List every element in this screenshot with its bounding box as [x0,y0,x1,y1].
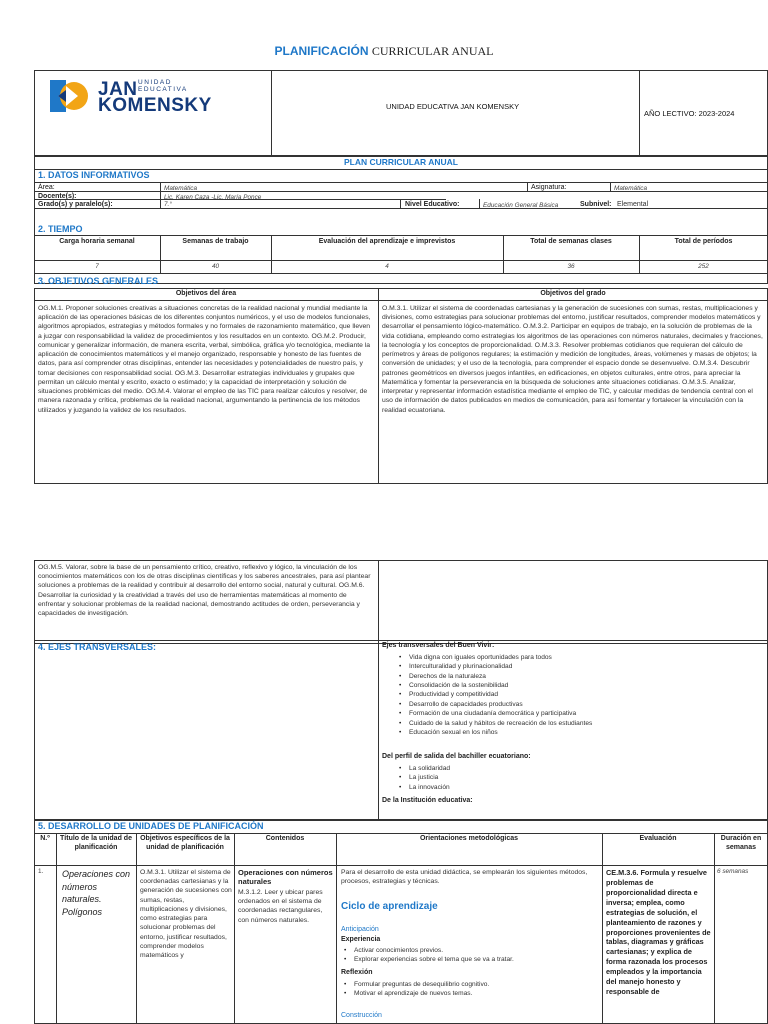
desarrollo-header-orientaciones: Orientaciones metodológicas [419,835,519,842]
desarrollo-header-evaluacion: Evaluación [639,835,677,842]
list-item: • Derechos de la naturaleza [396,672,756,681]
row-duracion: 6 semanas [717,868,749,875]
area-label: Área: [38,184,55,191]
nivel-label: Nivel Educativo: [405,201,460,208]
grado-value: 7.° [164,201,172,208]
met-experiencia: Experiencia [341,936,381,943]
desarrollo-header-titulo: Título de la unidad de planificación [60,835,132,851]
row-titulo: Operaciones con números naturales. Polígonos [62,869,131,917]
desarrollo-header-objetivos: Objetivos específicos de la unidad de planificación [140,835,230,851]
objetivos-grado-text: O.M.3.1. Utilizar el sistema de coordenadas cartesianas y la generación de sucesiones con sumas, restas, multiplicaciones y divisiones, como estrategias para solucionar problemas del entorno, justificar resultados, comprender modelos matemáticos y desarrollar el pensamiento lógico-matemático. O.M.3.2. Participar en equipos de trabajo, en la solución de problemas de la vida cotidiana, empleando como estrategias los algoritmos de las operaciones con números naturales, decimales y fracciones, la tecnología y los conceptos de proporcionalidad. O.M.3.3. Resolver problemas cotidianos que requieran del cálculo de perímetros y áreas de polígonos regulares; la estimación y medición de longitudes, áreas, volúmenes y masas de objetos; la conversión de unidades; y el uso de la tecnología, para comprender el espacio donde se desenvuelve. O.M.3.4. Descubrir patrones geométricos en diversos juegos infantiles, en edificaciones, en objetos culturales, entre otros, para apreciar la Matemática y fomentar la perseverancia en la búsqueda de soluciones ante situaciones cotidianas. O.M.3.5. Analizar, interpretar y representar información estadística mediante el empleo de TIC, y calcular medidas de tendencia central con el uso de información de datos publicados en medios de comunicación, para así fomentar y fortalecer la vinculación con la realidad ecuatoriana. [382,305,763,414]
objetivos-grado-header: Objetivos del grado [540,290,606,297]
area-value: Matemática [164,185,198,192]
desarrollo-header-num: N.º [40,835,50,842]
logo-text-jan: JAN [98,79,138,100]
tiempo-value-carga: 7 [95,263,99,270]
institucion-label: De la Institución educativa: [382,797,473,804]
tiempo-header-total-periodos: Total de períodos [674,238,733,245]
subnivel-label: Subnivel: [580,201,612,208]
perfil-list [396,764,756,792]
buen-vivir-label: Ejes transversales del Buen Vivir: [382,642,495,649]
asignatura-value: Matemática [614,185,648,192]
logo-sub-unidad: UNIDAD [138,79,172,86]
page-title [0,44,768,59]
list-item: • Cuidado de la salud y hábitos de recreación de los estudiantes [396,719,756,728]
title-blue: PLANIFICACIÓN [274,44,369,58]
objetivos-area-header: Objetivos del área [175,290,237,297]
list-item: • Consolidación de la sostenibilidad [396,681,756,690]
perfil-label: Del perfil de salida del bachiller ecuatoriano: [382,753,531,760]
met-ref-list [341,980,597,999]
asignatura-label: Asignatura: [531,184,567,191]
objetivos-area-text-cont: OG.M.5. Valorar, sobre la base de un pensamiento crítico, creativo, reflexivo y lógico, la vinculación de los conocimientos matemáticos con los de otras disciplinas científicas y los saberes ancestrales, para así plantear soluciones a problemas de la realidad y contribuir al desarrollo del entorno social, natural y cultural. OG.M.6. Desarrollar la curiosidad y la creatividad a través del uso de herramientas matemáticas al momento de enfrentar y solucionar problemas de la realidad nacional, demostrando actitudes de orden, perseverancia y capacidades de investigación. [38,564,371,618]
desarrollo-header-duracion: Duración en semanas [720,835,762,851]
list-item: • Productividad y competitividad [396,690,756,699]
tiempo-header-carga: Carga horaria semanal [59,238,135,245]
met-construccion: Construcción [341,1012,382,1019]
logo-subtitle [138,80,188,94]
list-item: • Vida digna con iguales oportunidades para todos [396,653,756,662]
tiempo-value-total-periodos: 252 [698,263,709,270]
row-contenidos-text: M.3.1.2. Leer y ubicar pares ordenados en el sistema de coordenadas rectangulares, con números naturales. [238,889,323,924]
met-exp-list [341,946,597,965]
tiempo-header-semanas: Semanas de trabajo [182,238,249,245]
row-evaluacion: CE.M.3.6. Formula y resuelve problemas de proporcionalidad directa e inversa; emplea, como estrategias de solución, el planteamiento de razones y proporciones provenientes de tablas, diagramas y gráficas cartesianas; y explica de forma razonada los procesos empleados y la importancia del manejo honesto y responsable de [606,868,711,997]
grado-label: Grado(s) y paralelo(s): [38,201,113,208]
list-item: • Explorar experiencias sobre el tema que se va a tratar. [341,955,597,964]
section-objetivos: 3. OBJETIVOS GENERALES [38,276,159,286]
subnivel-value: Elemental [617,201,649,208]
desarrollo-header-contenidos: Contenidos [265,835,305,842]
docente-label: Docente(s): [38,193,77,200]
row-contenidos-title: Operaciones con números naturales [238,868,333,887]
tiempo-value-total-semanas: 36 [567,263,575,270]
list-item: • Activar conocimientos previos. [341,946,597,955]
met-intro: Para el desarrollo de esta unidad didáctica, se emplearán los siguientes métodos, procesos, estrategias y técnicas. [341,869,588,886]
list-item: • Desarrollo de capacidades productivas [396,700,756,709]
list-item: • Formular preguntas de desequilibrio cognitivo. [341,980,597,989]
logo-text-komensky: KOMENSKY [98,95,212,116]
list-item: • La innovación [396,783,756,792]
tiempo-value-evaluacion: 4 [385,263,389,270]
plan-title: PLAN CURRICULAR ANUAL [344,157,458,167]
docente-value: Lic. Karen Caza -Lic. María Ponce [164,194,262,201]
nivel-value: Educación General Básica [483,202,559,209]
met-anticipacion: Anticipación [341,926,379,933]
row-num: 1. [38,868,44,875]
school-year: AÑO LECTIVO: 2023-2024 [644,109,735,118]
section-datos: 1. DATOS INFORMATIVOS [38,170,150,180]
school-logo-icon [44,76,90,114]
tiempo-value-semanas: 40 [211,263,220,270]
list-item: • La justicia [396,773,756,782]
list-item: • La solidaridad [396,764,756,773]
logo-sub-educativa: EDUCATIVA [138,85,188,93]
title-rest: CURRICULAR ANUAL [371,44,494,58]
list-item: • Interculturalidad y plurinacionalidad [396,662,756,671]
section-ejes: 4. EJES TRANSVERSALES: [38,642,157,652]
tiempo-header-total-semanas: Total de semanas clases [530,238,612,245]
list-item: • Motivar el aprendizaje de nuevos temas. [341,989,597,998]
list-item: • Educación sexual en los niños [396,728,756,737]
section-tiempo: 2. TIEMPO [38,224,83,234]
met-reflexion: Reflexión [341,969,373,976]
institution-name: UNIDAD EDUCATIVA JAN KOMENSKY [386,102,520,111]
buen-vivir-list [396,653,756,737]
tiempo-header-evaluacion: Evaluación del aprendizaje e imprevistos [318,238,456,245]
section-desarrollo: 5. DESARROLLO DE UNIDADES DE PLANIFICACIÓN [38,821,264,831]
row-objetivos: O.M.3.1. Utilizar el sistema de coordenadas cartesianas y la generación de sucesiones con sumas, restas, multiplicaciones y divisiones, como estrategias para solucionar problemas del entorno, justificar resultados, comprender modelos matemáticos y [140,869,232,960]
list-item: • Formación de una ciudadanía democrática y participativa [396,709,756,718]
met-cycle: Ciclo de aprendizaje [341,901,438,912]
objetivos-area-text: OG.M.1. Proponer soluciones creativas a situaciones concretas de la realidad nacional y mundial mediante la aplicación de las operaciones básicas de los diferentes conjuntos numéricos, y el uso de modelos funcionales, algoritmos apropiados, estrategias y métodos formales y no formales de razonamiento matemático, que lleven a juzgar con responsabilidad la validez de procedimientos y los resultados en un contexto. OG.M.2. Producir, comunicar y generalizar información, de manera escrita, verbal, simbólica, gráfica y/o tecnológica, mediante la aplicación de conocimientos matemáticos y el manejo organizado, responsable y honesto de las fuentes de datos, para así comprender otras disciplinas, entender las necesidades y potencialidades de nuestro país, y tomar decisiones con responsabilidad social. OG.M.3. Desarrollar estrategias individuales y grupales que permitan un cálculo mental y escrito, exacto o estimado; y la capacidad de interpretación y solución de situaciones problémicas del medio. OG.M.4. Valorar el empleo de las TIC para realizar cálculos y resolver, de manera razonada y crítica, problemas de la realidad nacional, argumentando la pertinencia de los métodos utilizados y juzgando la validez de los resultados. [38,305,371,414]
